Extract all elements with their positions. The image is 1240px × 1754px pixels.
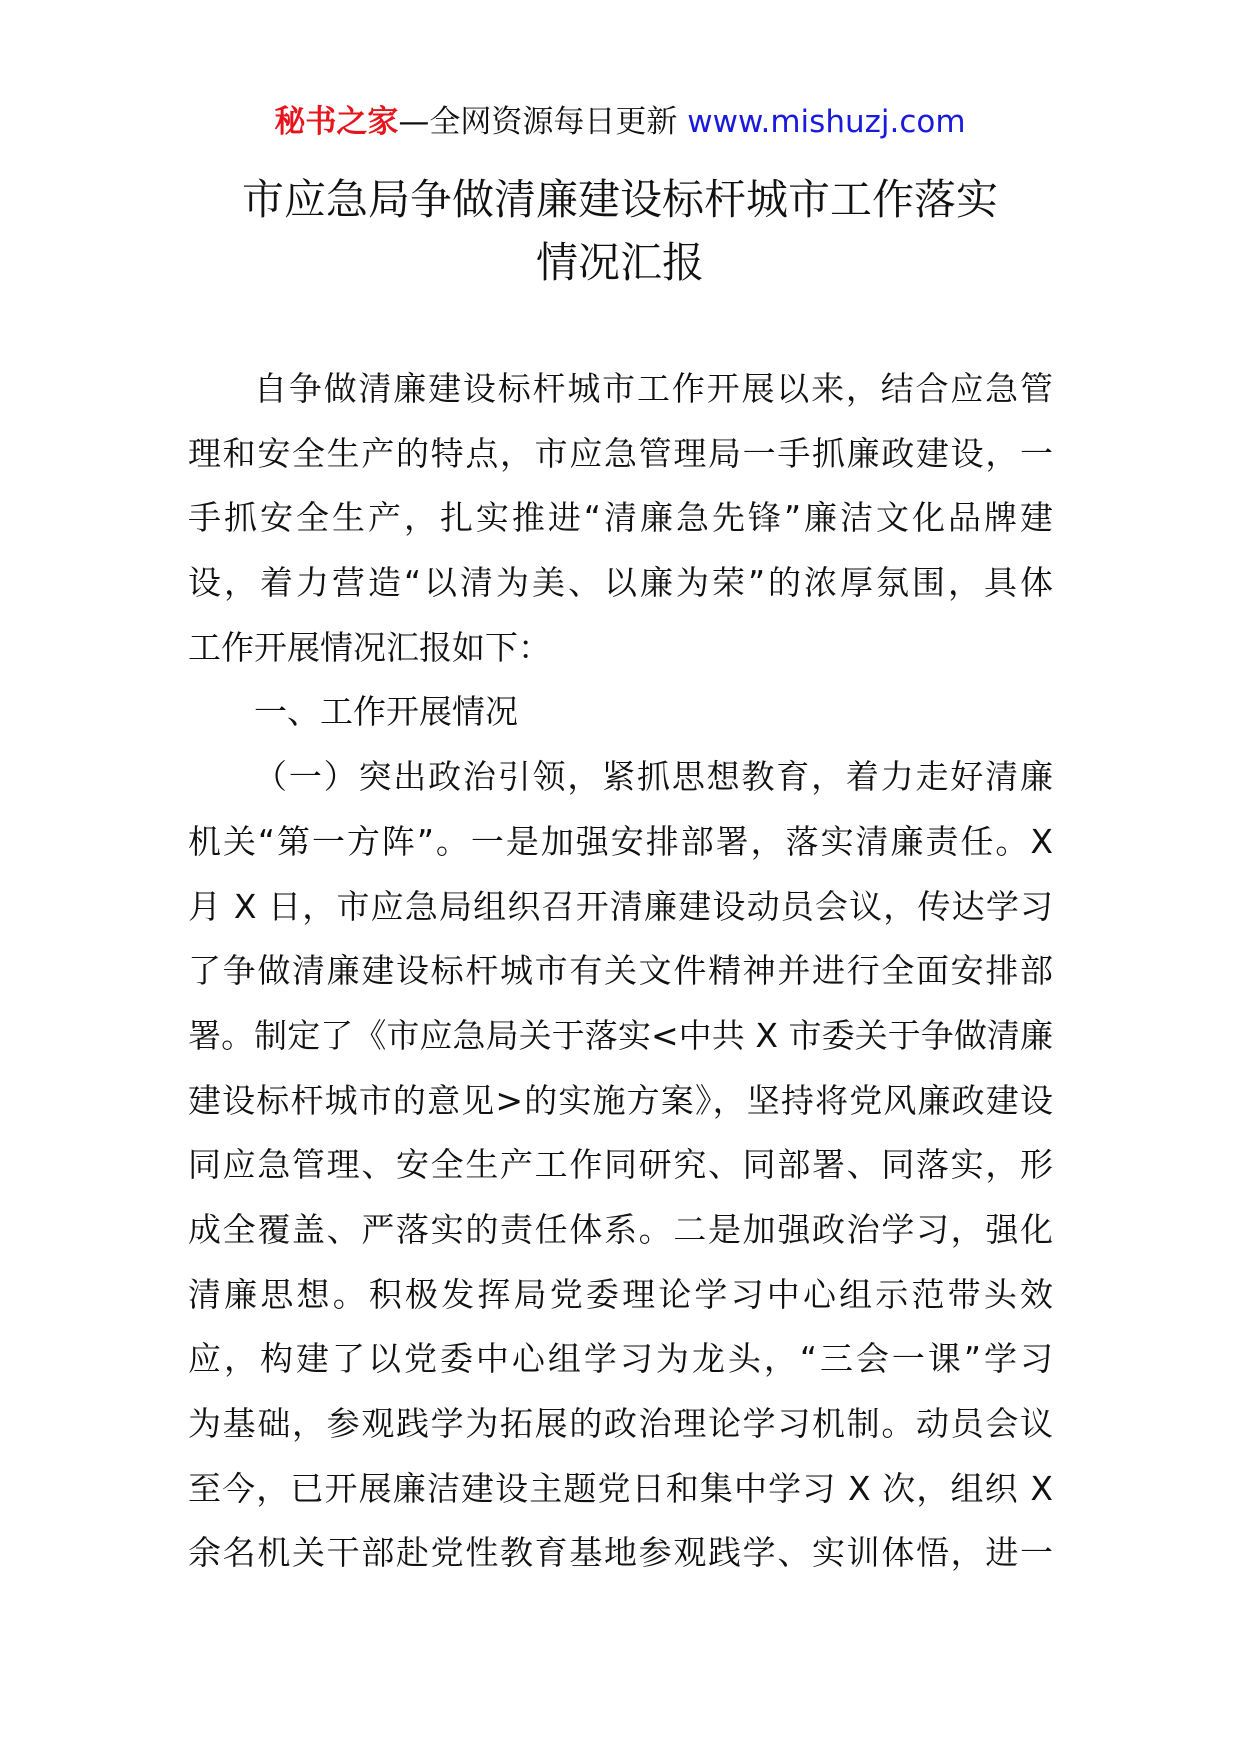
site-url-link[interactable]: www.mishuzj.com bbox=[687, 104, 966, 140]
section-heading: 一、工作开展情况 bbox=[254, 692, 518, 732]
title-line-1: 市应急局争做清廉建设标杆城市工作落实 bbox=[241, 175, 998, 224]
paragraph-line: 成全覆盖、严落实的责任体系。二是加强政治学习，强化 bbox=[188, 1209, 1053, 1249]
header-tagline: —全网资源每日更新 bbox=[398, 104, 678, 140]
paragraph-line: 建设标杆城市的意见>的实施方案》，坚持将党风廉政建设 bbox=[188, 1080, 1053, 1120]
title-line-2: 情况汇报 bbox=[535, 238, 704, 287]
paragraph-line: 月 X 日，市应急局组织召开清廉建设动员会议，传达学习 bbox=[188, 886, 1053, 926]
paragraph-line: 至今，已开展廉洁建设主题党日和集中学习 X 次，组织 X bbox=[188, 1468, 1053, 1508]
paragraph-line: 了争做清廉建设标杆城市有关文件精神并进行全面安排部 bbox=[188, 951, 1053, 991]
paragraph-line: 署。制定了《市应急局关于落实<中共 X 市委关于争做清廉 bbox=[188, 1015, 1053, 1055]
paragraph-line: 应，构建了以党委中心组学习为龙头，“三会一课”学习 bbox=[188, 1339, 1053, 1379]
paragraph-line: 余名机关干部赴党性教育基地参观践学、实训体悟，进一 bbox=[188, 1533, 1053, 1573]
document-title bbox=[160, 168, 1080, 294]
paragraph-line: 理和安全生产的特点，市应急管理局一手抓廉政建设，一 bbox=[188, 433, 1053, 473]
paragraph-line: 手抓安全生产，扎实推进“清廉急先锋”廉洁文化品牌建 bbox=[188, 498, 1053, 538]
paragraph-line: 清廉思想。积极发挥局党委理论学习中心组示范带头效 bbox=[188, 1274, 1053, 1314]
document-body bbox=[188, 357, 1053, 1586]
paragraph-line: 自争做清廉建设标杆城市工作开展以来，结合应急管 bbox=[254, 369, 1053, 408]
paragraph-line: 机关“第一方阵”。一是加强安排部署，落实清廉责任。X bbox=[188, 821, 1053, 861]
brand-name: 秘书之家 bbox=[274, 104, 399, 140]
watermark-header bbox=[0, 102, 1240, 142]
paragraph-line: 工作开展情况汇报如下： bbox=[188, 627, 551, 667]
paragraph-line: 为基础，参观践学为拓展的政治理论学习机制。动员会议 bbox=[188, 1404, 1053, 1443]
paragraph-line: 同应急管理、安全生产工作同研究、同部署、同落实，形 bbox=[188, 1145, 1053, 1185]
paragraph-line: （一）突出政治引领，紧抓思想教育，着力走好清廉 bbox=[254, 757, 1053, 797]
paragraph-line: 设，着力营造“以清为美、以廉为荣”的浓厚氛围，具体 bbox=[188, 563, 1053, 603]
